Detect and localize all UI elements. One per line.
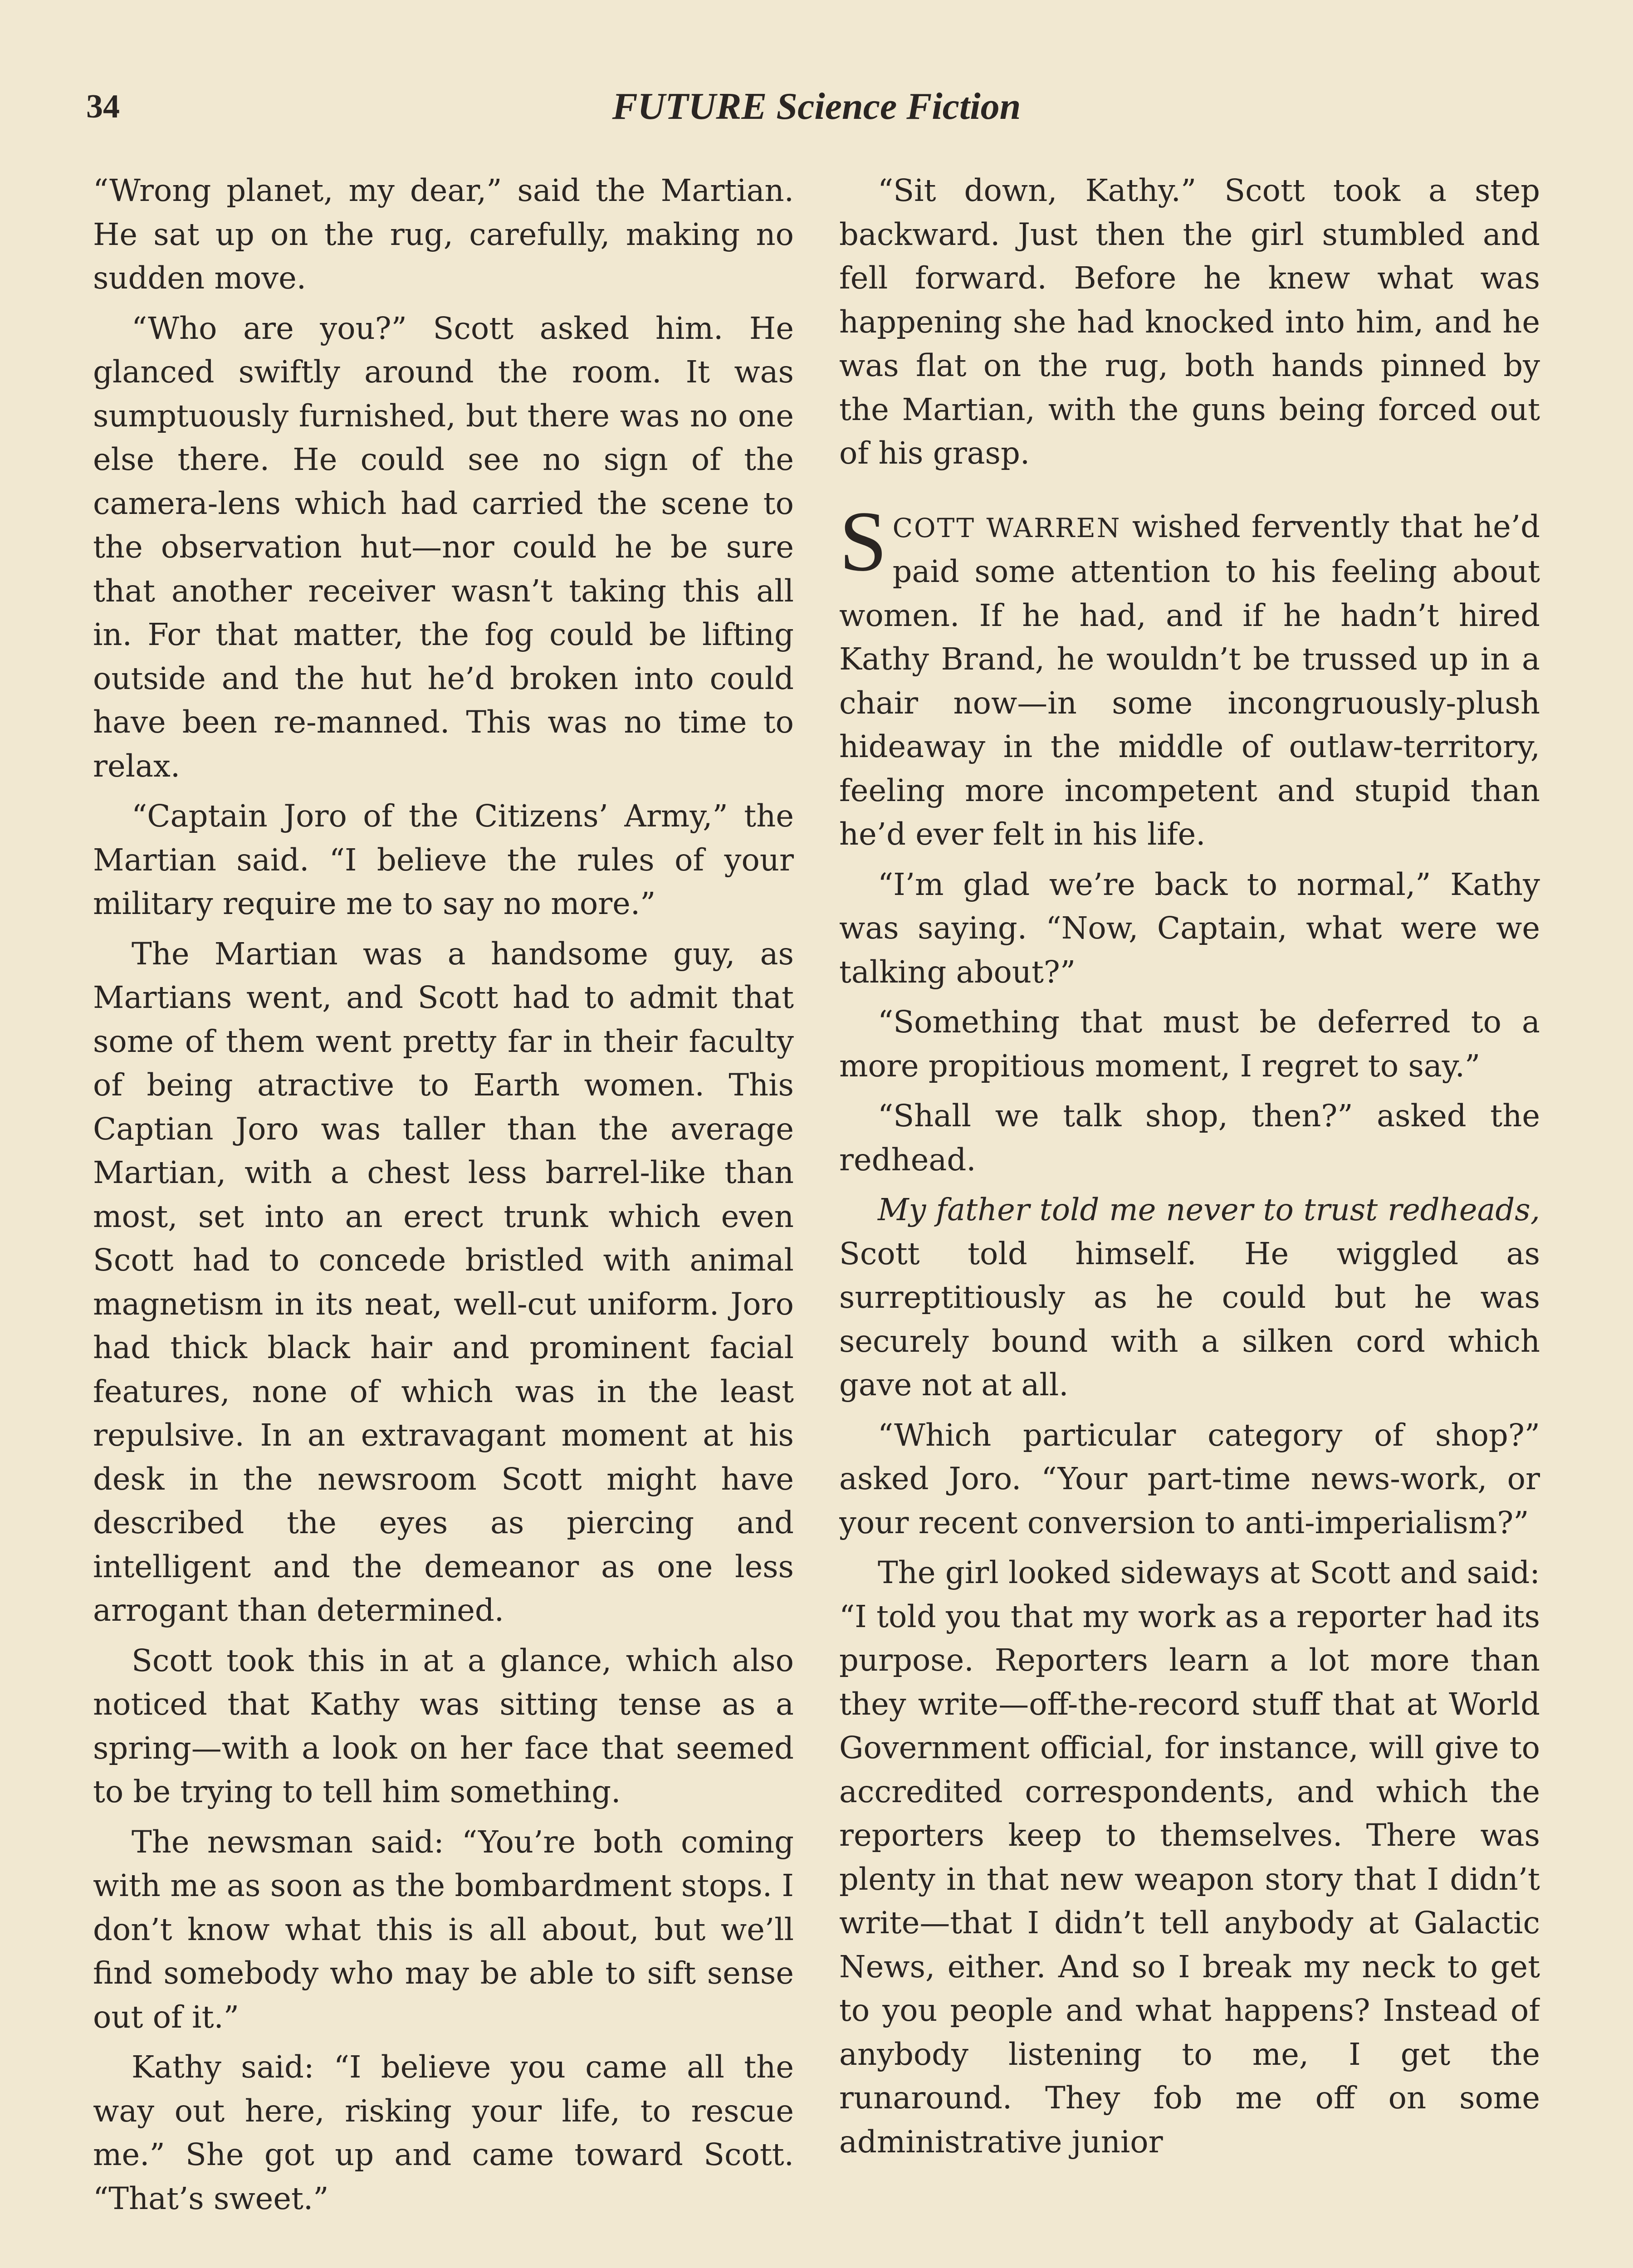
paragraph: “I’m glad we’re back to normal,” Kathy was saying. “Now, Captain, what were we talking about?”	[839, 866, 1540, 990]
drop-cap: S	[839, 494, 887, 589]
paragraph: “Who are you?” Scott asked him. He glanced swiftly around the room. It was sumptuously furnished, but there was no one else there. He could see no sign of the camera-lens which had carried the scene to the observation hut—nor could he be sure that another receiver wasn’t taking this all in. For that matter, the fog could be lifting outside and the hut he’d broken into could have been re-manned. This was no time to relax.	[93, 310, 794, 784]
page-number: 34	[86, 88, 120, 125]
paragraph: The Martian was a handsome guy, as Martians went, and Scott had to admit that some of them went pretty far in their faculty of being atractive to Earth women. This Captian Joro was taller than the average Martian, with a chest less barrel-like than most, set into an erect trunk which even Scott had to concede bristled with animal magnetism in its neat, well-cut uniform. Joro had thick black hair and prominent facial features, none of which was in the least repulsive. In an extravagant moment at his desk in the newsroom Scott might have described the eyes as piercing and intelligent and the demeanor as one less arrogant than determined.	[93, 936, 794, 1628]
paragraph: “Captain Joro of the Citizens’ Army,” the Martian said. “I believe the rules of your military require me to say no more.”	[93, 798, 794, 921]
paragraph-text: wished fervently that he’d paid some attention to his feeling about women. If he had, and if he hadn’t hired Kathy Brand, he wouldn’t be trussed up in a chair now—in some incongruously-plush hideaway in the middle of outlaw-territory, feeling more incompetent and stupid than he’d ever felt in his life.	[839, 508, 1540, 852]
paragraph: “Wrong planet, my dear,” said the Martian. He sat up on the rug, carefully, making no sudden move.	[93, 173, 794, 296]
paragraph: Scott took this in at a glance, which also noticed that Kathy was sitting tense as a spring—with a look on her face that seemed to be trying to tell him something.	[93, 1642, 794, 1809]
paragraph: The girl looked sideways at Scott and said: “I told you that my work as a reporter had its purpose. Reporters learn a lot more than they write—off-the-record stuff that at World Government official, for instance, will give to accredited correspondents, and which the reporters keep to themselves. There was plenty in that new weapon story that I didn’t write—that I didn’t tell anybody at Galactic News, either. And so I break my neck to get to you people and what happens? Instead of anybody listening to me, I get the runaround. They fob me off on some administrative junior	[839, 1555, 1540, 2160]
magazine-title: FUTURE Science Fiction	[612, 85, 1021, 127]
paragraph-text: Scott told himself. He wiggled as surreptitiously as he could but he was securely bound with a silken cord which gave not at all.	[839, 1236, 1540, 1403]
paragraph: “Shall we talk shop, then?” asked the redhead.	[839, 1098, 1540, 1178]
paragraph: “Something that must be deferred to a more propitious moment, I regret to say.”	[839, 1004, 1540, 1084]
paragraph: Kathy said: “I believe you came all the way out here, risking your life, to rescue me.” She got up and came toward Scott. “That’s sweet.”	[93, 2049, 794, 2216]
small-caps-name: COTT WARREN	[892, 512, 1121, 543]
paragraph	[839, 1188, 1540, 1407]
right-column	[839, 169, 1540, 2268]
paragraph: The newsman said: “You’re both coming with me as soon as the bombardment stops. I don’t know what this is all about, but we’ll find somebody who may be able to sift sense out of it.”	[93, 1824, 794, 2035]
italic-thought: My father told me never to trust redheads,	[878, 1192, 1540, 1227]
section-start-paragraph	[839, 494, 1540, 856]
paragraph: “Which particular category of shop?” asked Joro. “Your part-time news-work, or your recent conversion to anti-imperialism?”	[839, 1417, 1540, 1540]
left-column	[93, 169, 794, 2268]
page-header	[86, 84, 1547, 134]
paragraph: “Sit down, Kathy.” Scott took a step backward. Just then the girl stumbled and fell forward. Before he knew what was happening she had knocked into him, and he was flat on the rug, both hands pinned by the Martian, with the guns being forced out of his grasp.	[839, 173, 1540, 471]
